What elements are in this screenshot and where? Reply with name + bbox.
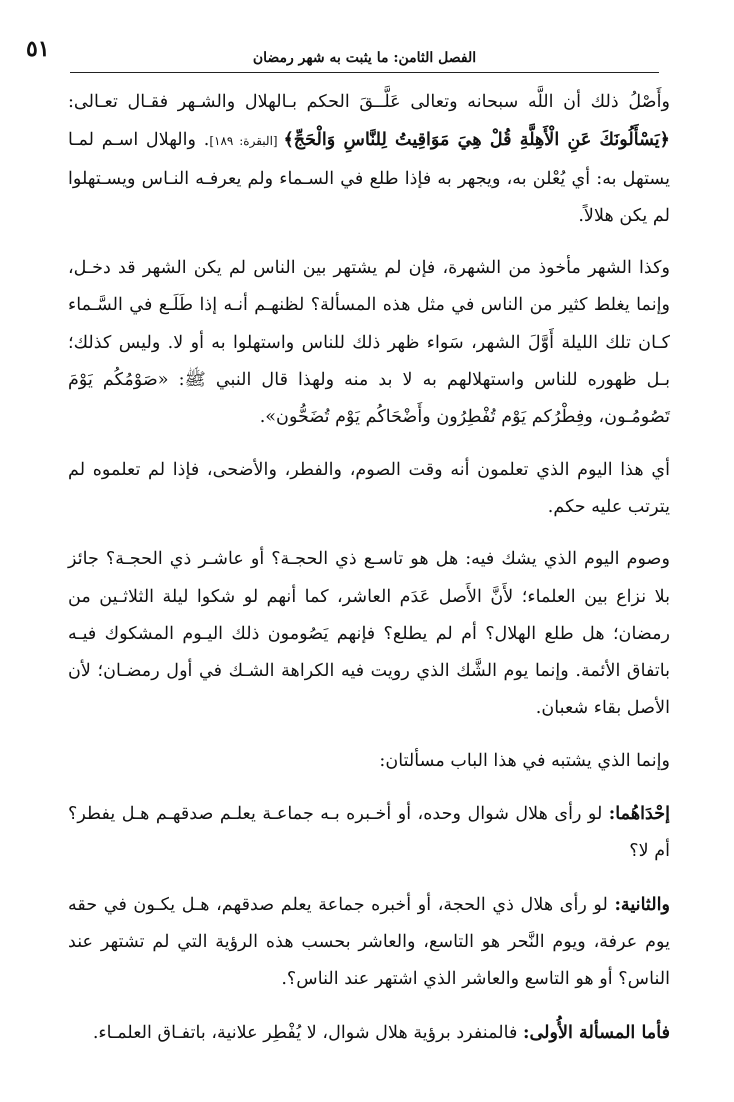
quran-verse: ﴿يَسْأَلُونَكَ عَنِ الْأَهِلَّةِ قُلْ هِيَ مَوَاقِيتُ لِلنَّاسِ وَالْحَجِّ﴾ xyxy=(283,129,670,151)
paragraph-6-text: لو رأى هلال شوال وحده، أو أخـبره بـه جماعـة يعلـم صدقهـم هـل يفطر؟ أم لا؟ xyxy=(68,804,670,862)
paragraph-7 xyxy=(68,886,670,999)
paragraph-6 xyxy=(68,795,670,871)
header-rule xyxy=(70,72,659,73)
paragraph-8 xyxy=(68,1014,670,1052)
paragraph-7-text: لو رأى هلال ذي الحجة، أو أخبره جماعة يعلم صدقهم، هـل يكـون في حقه يوم عرفة، ويوم النَّحر هو التاسع، والعاشر بحسب هذه الرؤية التي لم تشتهر عند الناس؟ أو هو التاسع والعاشر الذي اشتهر عند الناس؟. xyxy=(68,894,670,990)
paragraph-4: وصوم اليوم الذي يشك فيه: هل هو تاسـع ذي الحجـة؟ أو عاشـر ذي الحجـة؟ جائز بلا نزاع بين العلماء؛ لأَنَّ الأَصل عَدَم العاشر، كما أنهم لو شكوا ليلة الثلاثـين من رمضان؛ هل طلع الهلال؟ أم لم يطلع؟ فإنهم يَصُومون ذلك اليـوم المشكوك فيـه باتفاق الأئمة. وإنما يوم الشَّك الذي رويت فيه الكراهة الشـك في أول رمضـان؛ لأن الأصل بقاء شعبان. xyxy=(68,549,670,719)
page-body xyxy=(68,84,670,1052)
paragraph-3: أي هذا اليوم الذي تعلمون أنه وقت الصوم، والفطر، والأضحى، فإذا لم تعلموه لم يترتب عليه حكم. xyxy=(68,459,670,517)
paragraph-8-text: فالمنفرد برؤية هلال شوال، لا يُفْطِر علانية، باتفـاق العلمـاء. xyxy=(92,1022,523,1043)
paragraph-1-text-a: وأَصْلُ ذلك أن اللَّه سبحانه وتعالى عَلَّــقَ الحكم بـالهلال والشـهر فقـال تعـالى: xyxy=(68,92,670,112)
running-header xyxy=(70,34,659,70)
paragraph-7-lead: والثانية: xyxy=(614,893,670,915)
chapter-title: الفصل الثامن: ما يثبت به شهر رمضان xyxy=(252,50,477,66)
paragraph-8-lead: فأما المسألة الأُولى: xyxy=(522,1021,670,1043)
paragraph-1-text-b: . والهلال اسـم لمـا يستهل به: أي يُعْلن به، ويجهر به فإذا طلع في السـماء ولم يعرفـه النـاس ويسـتهلوا لم يكن هلالاً. xyxy=(68,130,670,226)
paragraph-1 xyxy=(68,84,670,235)
paragraph-5: وإنما الذي يشتبه في هذا الباب مسألتان: xyxy=(379,750,670,771)
page-number: ٥١ xyxy=(26,36,50,62)
verse-citation: [البقرة: ١٨٩] xyxy=(209,134,284,149)
paragraph-6-lead: إحْدَاهُما: xyxy=(608,803,670,825)
paragraph-2: وكذا الشهر مأخوذ من الشهرة، فإن لم يشتهر بين الناس لم يكن الشهر قد دخـل، وإنما يغلط كثير من الناس في مثل هذه المسألة؟ لظنهـم أنـه إذا طَلَـع في السَّـماء كـان تلك الليلة أَوَّلَ الشهر، سَواء ظهر ذلك للناس واستهلوا به أو لا. وليس كذلك؛ بـل ظهوره للناس واستهلالهم به لا بد منه ولهذا قال النبي ﷺ: «صَوْمُكُم يَوْمَ تَصُومُـون، وفِطْرُكم يَوْم تُفْطِرُون وأَضْحَاكُم يَوْم تُضَحُّون». xyxy=(68,258,670,428)
